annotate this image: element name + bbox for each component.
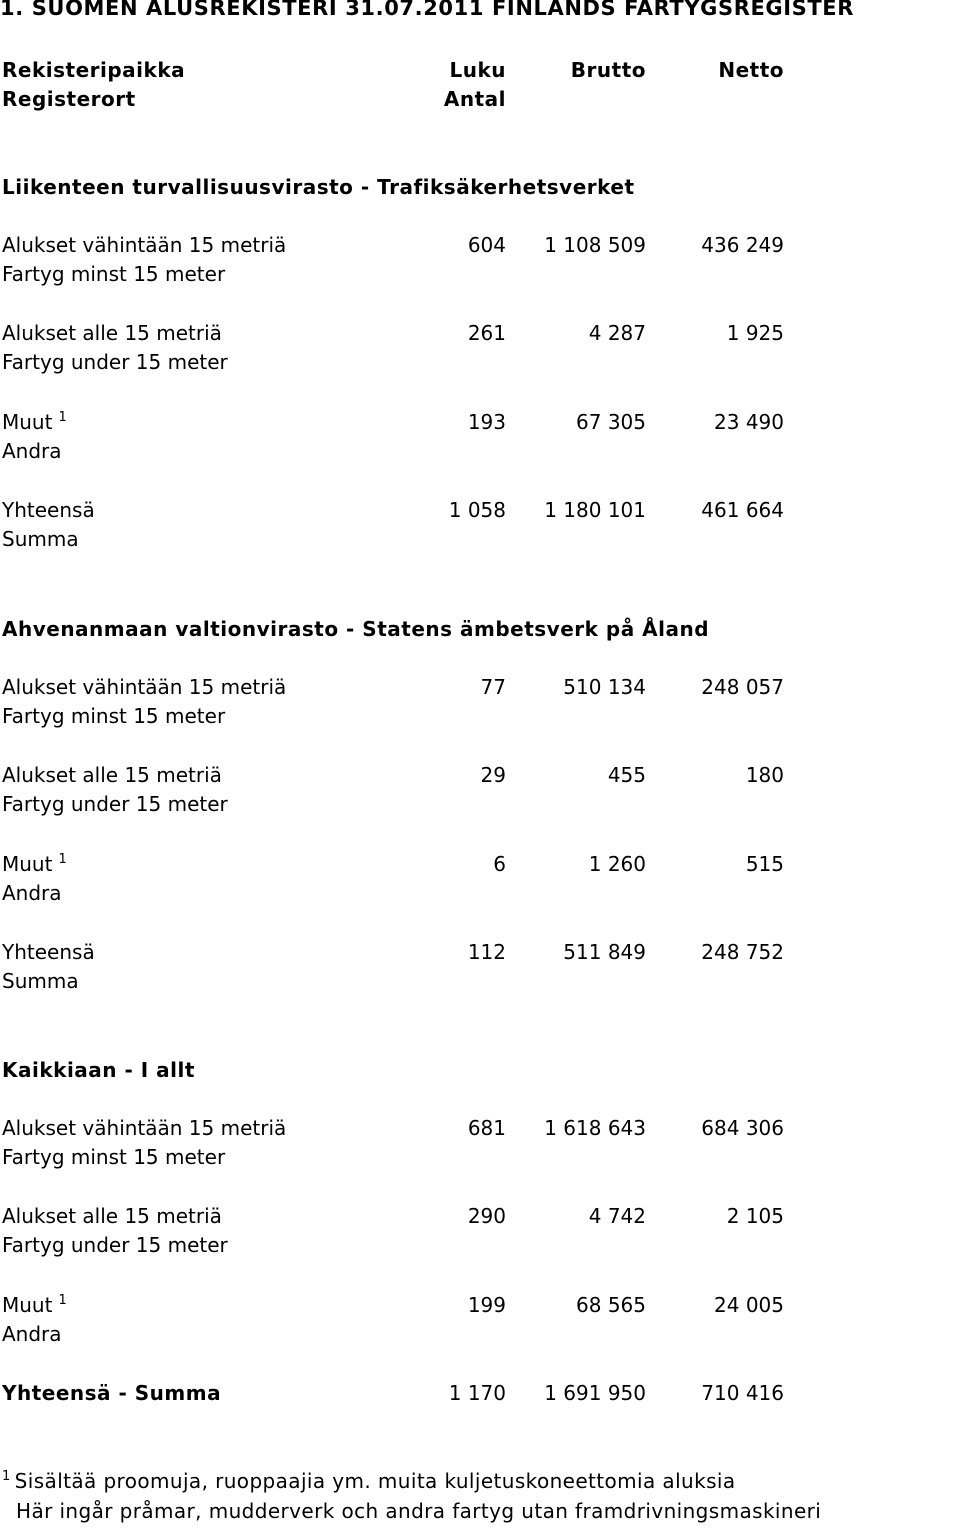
table-row [0, 1293, 800, 1321]
count-cell: 29 [480, 763, 506, 787]
count-cell: 681 [467, 1116, 506, 1140]
count-cell: 1 170 [448, 1381, 506, 1405]
table-row-sub [0, 350, 800, 378]
row-label: Alukset vähintään 15 metriä [2, 233, 287, 257]
grand-total-label: Yhteensä - Summa [2, 1381, 222, 1405]
gross-cell: 1 180 101 [544, 498, 646, 522]
row-label-sv: Fartyg under 15 meter [2, 792, 228, 816]
row-label-sv: Andra [2, 1322, 62, 1346]
footnote-marker: 1 [58, 852, 67, 867]
row-label [2, 1293, 67, 1317]
net-cell: 248 057 [701, 675, 784, 699]
row-label: Alukset alle 15 metriä [2, 321, 222, 345]
row-label [2, 410, 67, 434]
count-cell: 261 [467, 321, 506, 345]
gross-cell: 1 108 509 [544, 233, 646, 257]
net-cell: 248 752 [701, 940, 784, 964]
footnote-marker: 1 [2, 1469, 11, 1484]
header-net: Netto [718, 58, 784, 82]
gross-cell: 1 691 950 [544, 1381, 646, 1405]
footnote-text-fi: Sisältää proomuja, ruoppaajia ym. muita kuljetuskoneettomia aluksia [14, 1469, 736, 1493]
section-heading: Ahvenanmaan valtionvirasto - Statens ämbetsverk på Åland [2, 617, 710, 641]
row-label: Alukset alle 15 metriä [2, 763, 222, 787]
header-registerort-sv: Registerort [2, 87, 136, 111]
header-count-sv: Antal [443, 87, 506, 111]
table-row [0, 763, 800, 791]
footnote-fi [2, 1469, 736, 1493]
section-heading: Kaikkiaan - I allt [2, 1058, 195, 1082]
grand-total-row [0, 1381, 800, 1409]
gross-cell: 4 287 [588, 321, 646, 345]
table-row-sub [0, 1145, 800, 1173]
row-label-sv: Summa [2, 527, 79, 551]
table-row-sub [0, 439, 800, 467]
row-label-sv: Fartyg minst 15 meter [2, 262, 226, 286]
section-heading: Liikenteen turvallisuusvirasto - Trafiksäkerhetsverket [2, 175, 635, 199]
table-row-sub [0, 1233, 800, 1261]
net-cell: 2 105 [726, 1204, 784, 1228]
header-registerort-fi: Rekisteripaikka [2, 58, 186, 82]
count-cell: 6 [493, 852, 506, 876]
row-label: Yhteensä [2, 498, 95, 522]
header-row-sv [0, 87, 800, 115]
gross-cell: 455 [607, 763, 646, 787]
net-cell: 436 249 [701, 233, 784, 257]
row-label-sv: Fartyg under 15 meter [2, 350, 228, 374]
table-row [0, 410, 800, 438]
document-title: 1. SUOMEN ALUSREKISTERI 31.07.2011 FINLANDS FARTYGSREGISTER [0, 0, 855, 20]
table-row [0, 321, 800, 349]
net-cell: 1 925 [726, 321, 784, 345]
count-cell: 193 [467, 410, 506, 434]
row-label: Yhteensä [2, 940, 95, 964]
row-label-sv: Summa [2, 969, 79, 993]
table-row [0, 1116, 800, 1144]
count-cell: 112 [467, 940, 506, 964]
row-label-sv: Andra [2, 439, 62, 463]
gross-cell: 510 134 [563, 675, 646, 699]
header-gross: Brutto [570, 58, 646, 82]
footnote-marker: 1 [58, 1293, 67, 1308]
row-label-sv: Andra [2, 881, 62, 905]
table-row-sub [0, 881, 800, 909]
footnote-sv: Här ingår pråmar, mudderverk och andra fartyg utan framdrivningsmaskineri [16, 1499, 822, 1523]
count-cell: 199 [467, 1293, 506, 1317]
net-cell: 710 416 [701, 1381, 784, 1405]
row-label-text: Muut [2, 852, 53, 876]
count-cell: 1 058 [448, 498, 506, 522]
gross-cell: 1 618 643 [544, 1116, 646, 1140]
table-row [0, 675, 800, 703]
row-label [2, 852, 67, 876]
table-row-sub [0, 792, 800, 820]
row-label-sv: Fartyg minst 15 meter [2, 1145, 226, 1169]
row-label-sv: Fartyg under 15 meter [2, 1233, 228, 1257]
count-cell: 77 [480, 675, 506, 699]
row-label: Alukset vähintään 15 metriä [2, 1116, 287, 1140]
net-cell: 461 664 [701, 498, 784, 522]
count-cell: 604 [467, 233, 506, 257]
header-count-fi: Luku [449, 58, 506, 82]
gross-cell: 1 260 [588, 852, 646, 876]
table-row [0, 1204, 800, 1232]
net-cell: 24 005 [714, 1293, 784, 1317]
table-row [0, 852, 800, 880]
net-cell: 515 [745, 852, 784, 876]
footnote-marker: 1 [58, 410, 67, 425]
total-row [0, 940, 800, 968]
gross-cell: 4 742 [588, 1204, 646, 1228]
row-label-text: Muut [2, 1293, 53, 1317]
gross-cell: 68 565 [576, 1293, 646, 1317]
row-label: Alukset vähintään 15 metriä [2, 675, 287, 699]
gross-cell: 67 305 [576, 410, 646, 434]
row-label: Alukset alle 15 metriä [2, 1204, 222, 1228]
net-cell: 684 306 [701, 1116, 784, 1140]
net-cell: 23 490 [714, 410, 784, 434]
row-label-text: Muut [2, 410, 53, 434]
net-cell: 180 [745, 763, 784, 787]
row-label-sv: Fartyg minst 15 meter [2, 704, 226, 728]
table-row-sub [0, 704, 800, 732]
total-row-sub [0, 527, 800, 555]
total-row-sub [0, 969, 800, 997]
header-row [0, 58, 800, 86]
gross-cell: 511 849 [563, 940, 646, 964]
table-row-sub [0, 262, 800, 290]
count-cell: 290 [467, 1204, 506, 1228]
table-row-sub [0, 1322, 800, 1350]
table-row [0, 233, 800, 261]
total-row [0, 498, 800, 526]
